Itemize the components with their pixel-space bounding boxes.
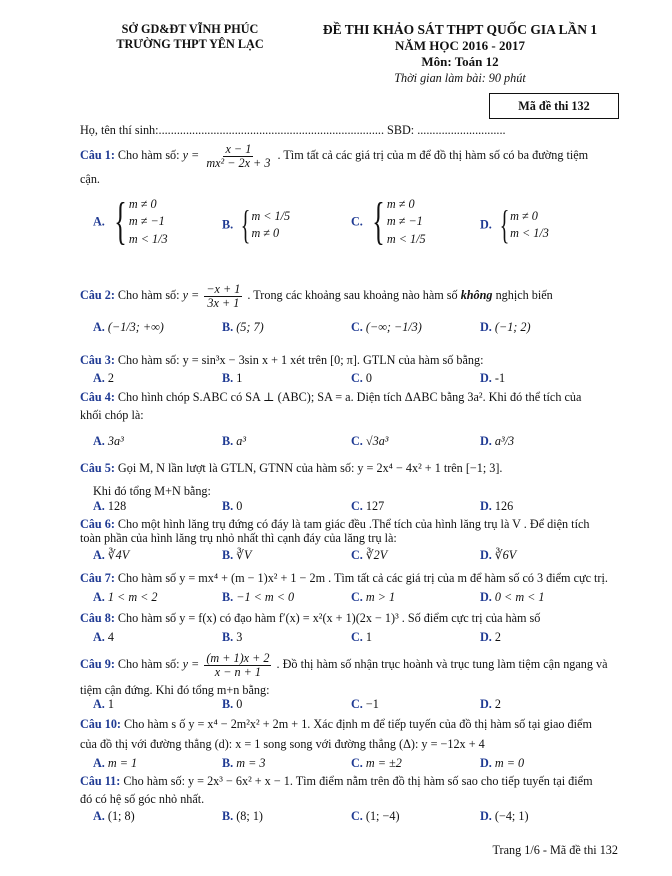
q4-option-c[interactable]: C. √3a³ <box>351 434 389 448</box>
q5-option-d[interactable]: D. 126 <box>480 499 514 513</box>
q4-option-b[interactable]: B. a³ <box>222 434 246 448</box>
page-footer: Trang 1/6 - Mã đề thi 132 <box>492 843 618 857</box>
q1-option-c[interactable]: C. { m ≠ 0 m ≠ −1 m < 1/5 <box>351 193 426 250</box>
q6-option-d[interactable]: D. ∛6V <box>480 548 517 562</box>
question-2: Câu 2: Cho hàm số: y = $\frac{-x + 1}{3x + 1}$ . Trong các khoảng sau khoảng nào hàm số không nghịch biến <box>80 282 553 310</box>
question-8: Câu 8: Cho hàm số y = f(x) có đạo hàm f′(x) = x²(x + 1)(2x − 1)³ . Số điểm cực trị của hàm số <box>80 611 541 625</box>
question-9: Câu 9: Cho hàm số: y = $\frac{(m + 1)x + 2}{x - n + 1}$ . Đồ thị hàm số nhận trục hoành và trục tung làm tiệm cận ngang và <box>80 651 608 679</box>
q11-option-a[interactable]: A. (1; 8) <box>93 809 135 823</box>
question-11: Câu 11: Cho hàm số: y = 2x³ − 6x² + x − 1. Tìm điểm nằm trên đồ thị hàm số sao cho tiếp tuyến tại điểm <box>80 774 593 788</box>
question-11-cont: đó có hệ số góc nhỏ nhất. <box>80 792 205 806</box>
question-9-cont: tiệm cận đứng. Khi đó tổng m+n bằng: <box>80 683 270 697</box>
q9-option-b[interactable]: B. 0 <box>222 697 243 711</box>
q3-option-a[interactable]: A. 2 <box>93 371 114 385</box>
q11-option-d[interactable]: D. (−4; 1) <box>480 809 529 823</box>
q5-option-a[interactable]: A. 128 <box>93 499 127 513</box>
q2-option-c[interactable]: C. (−∞; −1/3) <box>351 320 422 334</box>
question-10-cont: của đồ thị với đường thẳng (d): x = 1 song song với đường thẳng (Δ): y = −12x + 4 <box>80 737 485 751</box>
q10-option-a[interactable]: A. m = 1 <box>93 756 138 770</box>
q11-option-b[interactable]: B. (8; 1) <box>222 809 263 823</box>
q7-option-c[interactable]: C. m > 1 <box>351 590 396 604</box>
q3-option-b[interactable]: B. 1 <box>222 371 243 385</box>
q7-option-b[interactable]: B. −1 < m < 0 <box>222 590 295 604</box>
q3-option-d[interactable]: D. -1 <box>480 371 506 385</box>
q1-option-d[interactable]: D. { m ≠ 0 m < 1/3 <box>480 202 549 247</box>
q10-option-b[interactable]: B. m = 3 <box>222 756 266 770</box>
q9-option-c[interactable]: C. −1 <box>351 697 379 711</box>
q6-option-a[interactable]: A. ∛4V <box>93 548 130 562</box>
q2-option-d[interactable]: D. (−1; 2) <box>480 320 531 334</box>
q6-option-b[interactable]: B. ∛V <box>222 548 252 562</box>
question-10: Câu 10: Cho hàm s ố y = x⁴ − 2m²x² + 2m + 1. Xác định m để tiếp tuyến của đồ thị hàm số tại giao điểm <box>80 717 592 731</box>
q1-option-b[interactable]: B. { m < 1/5 m ≠ 0 <box>222 202 291 247</box>
question-4-cont: khối chóp là: <box>80 408 144 422</box>
question-7: Câu 7: Cho hàm số y = mx⁴ + (m − 1)x² + 1 − 2m . Tìm tất cả các giá trị của m để hàm số có 3 điểm cực trị. <box>80 571 608 585</box>
duration: Thời gian làm bài: 90 phút <box>394 71 526 85</box>
subject: Môn: Toán 12 <box>421 54 499 69</box>
q2-option-b[interactable]: B. (5; 7) <box>222 320 264 334</box>
q7-option-a[interactable]: A. 1 < m < 2 <box>93 590 158 604</box>
question-3: Câu 3: Cho hàm số: y = sin³x − 3sin x + 1 xét trên [0; π]. GTLN của hàm số bằng: <box>80 353 484 367</box>
q6-option-c[interactable]: C. ∛2V <box>351 548 388 562</box>
q3-option-c[interactable]: C. 0 <box>351 371 372 385</box>
q5-option-b[interactable]: B. 0 <box>222 499 243 513</box>
school-name: TRƯỜNG THPT YÊN LẠC <box>116 37 264 51</box>
question-6: Câu 6: Cho một hình lăng trụ đứng có đáy là tam giác đều .Thể tích của hình lăng trụ là V . Để diện tích <box>80 517 590 531</box>
q9-option-d[interactable]: D. 2 <box>480 697 501 711</box>
question-4: Câu 4: Cho hình chóp S.ABC có SA ⊥ (ABC); SA = a. Diện tích ΔABC bằng 3a². Khi đó thể tích của <box>80 390 582 404</box>
q1-option-a[interactable]: A. { m ≠ 0 m ≠ −1 m < 1/3 <box>93 193 168 250</box>
exam-code-box: Mã đề thi 132 <box>489 93 619 119</box>
q8-option-a[interactable]: A. 4 <box>93 630 114 644</box>
q11-option-c[interactable]: C. (1; −4) <box>351 809 400 823</box>
school-year: NĂM HỌC 2016 - 2017 <box>395 38 525 53</box>
question-1-cont: cận. <box>80 172 100 186</box>
q10-option-d[interactable]: D. m = 0 <box>480 756 525 770</box>
q10-option-c[interactable]: C. m = ±2 <box>351 756 402 770</box>
q8-option-b[interactable]: B. 3 <box>222 630 243 644</box>
exam-title: ĐỀ THI KHẢO SÁT THPT QUỐC GIA LẦN 1 <box>322 22 598 37</box>
question-5: Câu 5: Gọi M, N lần lượt là GTLN, GTNN của hàm số: y = 2x⁴ − 4x² + 1 trên [−1; 3]. <box>80 461 503 475</box>
q2-option-a[interactable]: A. (−1/3; +∞) <box>93 320 164 334</box>
question-5-cont: Khi đó tổng M+N bằng: <box>93 484 211 498</box>
q4-option-d[interactable]: D. a³/3 <box>480 434 515 448</box>
q9-option-a[interactable]: A. 1 <box>93 697 114 711</box>
q7-option-d[interactable]: D. 0 < m < 1 <box>480 590 545 604</box>
q5-option-c[interactable]: C. 127 <box>351 499 385 513</box>
question-1: Câu 1: Cho hàm số: y = $\frac{x - 1}{\text{mx² − 2x + 3}}$ . Tìm tất cả các giá trị của m để đồ thị hàm số có ba đường tiệm <box>80 142 589 170</box>
q8-option-d[interactable]: D. 2 <box>480 630 501 644</box>
question-6-cont: toàn phần của hình lăng trụ nhỏ nhất thì cạnh đáy của lăng trụ là: <box>80 531 397 545</box>
q4-option-a[interactable]: A. 3a³ <box>93 434 124 448</box>
student-info-line: Họ, tên thí sinh:.......................................................................... SBD: ............................. <box>80 123 506 137</box>
q8-option-c[interactable]: C. 1 <box>351 630 372 644</box>
department-name: SỞ GD&ĐT VĨNH PHÚC <box>121 22 259 36</box>
